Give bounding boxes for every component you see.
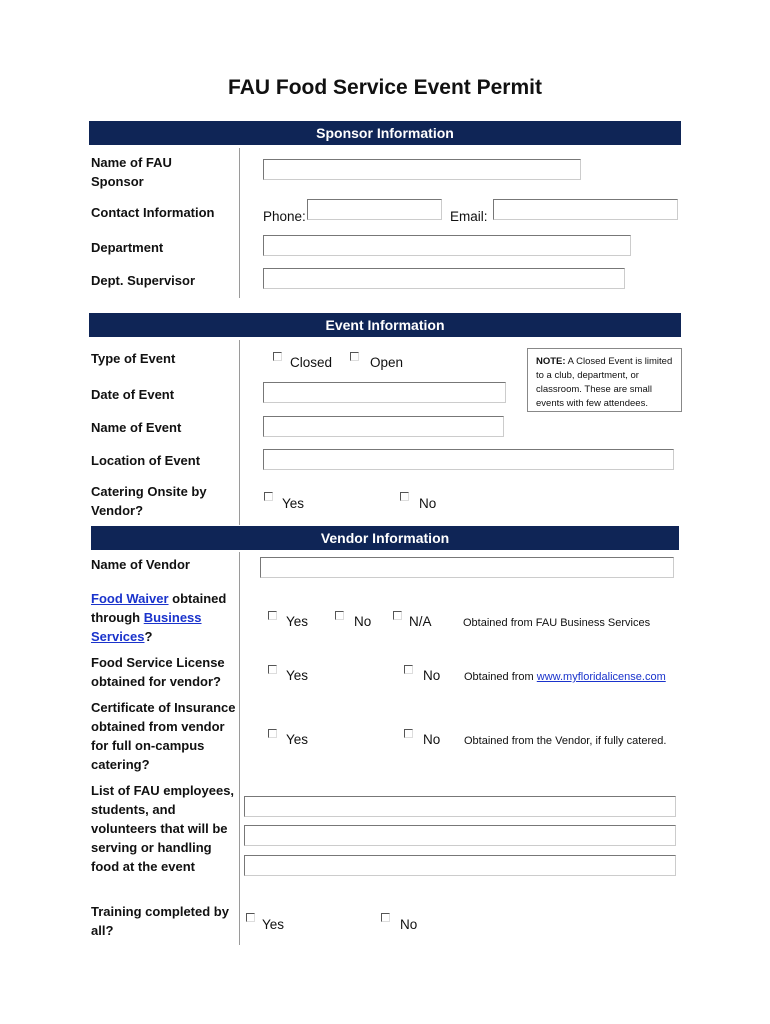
phone-label: Phone: bbox=[263, 209, 306, 224]
waiver-note: Obtained from FAU Business Services bbox=[463, 617, 651, 629]
vendor-name-field[interactable] bbox=[260, 557, 674, 578]
waiver-na-checkbox[interactable] bbox=[393, 611, 402, 620]
event-type-label: Type of Event bbox=[91, 351, 176, 366]
event-section-header: Event Information bbox=[89, 313, 681, 337]
waiver-yes-checkbox[interactable] bbox=[268, 611, 277, 620]
training-no-checkbox[interactable] bbox=[381, 913, 390, 922]
closed-label: Closed bbox=[290, 355, 333, 370]
insurance-yes-checkbox[interactable] bbox=[268, 729, 277, 738]
waiver-na-label: N/A bbox=[409, 614, 432, 629]
sponsor-name-field[interactable] bbox=[263, 159, 581, 180]
supervisor-field[interactable] bbox=[263, 268, 625, 289]
myfloridalicense-link[interactable]: www.myfloridalicense.com bbox=[536, 671, 666, 683]
license-note bbox=[464, 670, 666, 684]
catering-label: Catering Onsite by Vendor? bbox=[91, 484, 207, 518]
contact-info-label: Contact Information bbox=[91, 205, 215, 220]
open-checkbox[interactable] bbox=[350, 352, 359, 361]
business-services-link[interactable]: Business Services bbox=[91, 610, 202, 644]
insurance-note: Obtained from the Vendor, if fully catered. bbox=[464, 735, 667, 747]
vendor-name-label: Name of Vendor bbox=[91, 557, 190, 572]
email-label: Email: bbox=[450, 209, 488, 224]
waiver-mid-text: obtained through bbox=[91, 591, 227, 625]
waiver-end-text: ? bbox=[144, 629, 153, 644]
license-no-checkbox[interactable] bbox=[404, 665, 413, 674]
license-no-label: No bbox=[423, 668, 441, 683]
event-date-label: Date of Event bbox=[91, 387, 175, 402]
training-yes-label: Yes bbox=[262, 917, 285, 932]
catering-no-checkbox[interactable] bbox=[400, 492, 409, 501]
event-date-field[interactable] bbox=[263, 382, 506, 403]
supervisor-label: Dept. Supervisor bbox=[91, 273, 196, 288]
event-name-field[interactable] bbox=[263, 416, 504, 437]
waiver-yes-label: Yes bbox=[286, 614, 309, 629]
note-text: A Closed Event is limited to a club, department, or classroom. These are small events with few attendees. bbox=[536, 356, 673, 409]
phone-field[interactable] bbox=[307, 199, 442, 220]
closed-checkbox[interactable] bbox=[273, 352, 282, 361]
event-location-field[interactable] bbox=[263, 449, 674, 470]
license-note-prefix: Obtained from bbox=[464, 671, 537, 683]
department-label: Department bbox=[91, 240, 164, 255]
training-yes-checkbox[interactable] bbox=[246, 913, 255, 922]
event-location-label: Location of Event bbox=[91, 453, 201, 468]
employees-label: List of FAU employees, students, and volunteers that will be serving or handling food at the event bbox=[91, 783, 235, 874]
sponsor-name-label: Name of FAU Sponsor bbox=[91, 155, 172, 189]
employees-field-2[interactable] bbox=[244, 825, 676, 846]
insurance-no-checkbox[interactable] bbox=[404, 729, 413, 738]
employees-field-1[interactable] bbox=[244, 796, 676, 817]
open-label: Open bbox=[370, 355, 404, 370]
employees-field-3[interactable] bbox=[244, 855, 676, 876]
event-type-note bbox=[527, 348, 682, 412]
email-field[interactable] bbox=[493, 199, 678, 220]
waiver-no-checkbox[interactable] bbox=[335, 611, 344, 620]
insurance-no-label: No bbox=[423, 732, 441, 747]
sponsor-section-header: Sponsor Information bbox=[89, 121, 681, 145]
insurance-yes-label: Yes bbox=[286, 732, 309, 747]
food-waiver-label bbox=[91, 589, 241, 646]
license-yes-checkbox[interactable] bbox=[268, 665, 277, 674]
note-bold: NOTE: bbox=[536, 356, 566, 367]
license-label: Food Service License obtained for vendor? bbox=[91, 655, 225, 689]
catering-yes-checkbox[interactable] bbox=[264, 492, 273, 501]
training-no-label: No bbox=[400, 917, 418, 932]
catering-yes-label: Yes bbox=[282, 496, 305, 511]
vendor-section-header: Vendor Information bbox=[91, 526, 679, 550]
insurance-label: Certificate of Insurance obtained from vendor for full on-campus catering? bbox=[91, 700, 236, 772]
waiver-no-label: No bbox=[354, 614, 372, 629]
department-field[interactable] bbox=[263, 235, 631, 256]
training-label: Training completed by all? bbox=[91, 904, 229, 938]
license-yes-label: Yes bbox=[286, 668, 309, 683]
page-title: FAU Food Service Event Permit bbox=[228, 76, 542, 99]
event-name-label: Name of Event bbox=[91, 420, 182, 435]
food-waiver-link[interactable]: Food Waiver bbox=[91, 591, 169, 606]
catering-no-label: No bbox=[419, 496, 437, 511]
